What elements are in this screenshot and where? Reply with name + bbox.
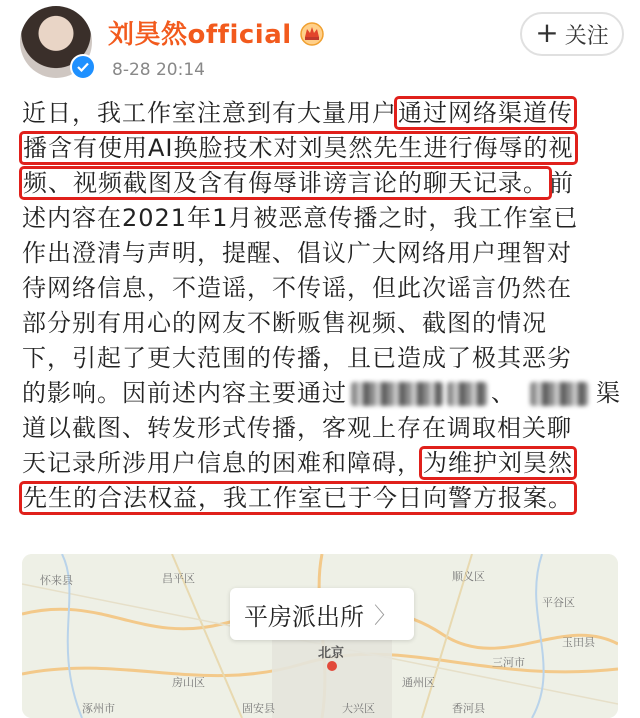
post-line: 述内容在2021年1月被恶意传播之时，我工作室已 (22, 204, 579, 232)
avatar[interactable] (20, 6, 92, 78)
post-line: 下，引起了更大范围的传播，且已造成了极其恶劣 (22, 344, 572, 372)
highlighted-text: 频、视频截图及含有侮辱诽谤言论的聊天记录。 (23, 169, 548, 197)
map-label: 大兴区 (342, 702, 375, 715)
map-label: 房山区 (172, 676, 205, 689)
post-line: 频、视频截图及含有侮辱诽谤言论的聊天记录。前 (23, 169, 574, 197)
highlighted-text: 先生的合法权益，我工作室已于今日向警方报案。 (23, 484, 573, 512)
highlighted-text: 通过网络渠道传 (398, 99, 573, 127)
post-line (22, 131, 622, 166)
highlighted-text: 为维护刘昊然 (423, 449, 573, 477)
plus-icon: + (535, 16, 559, 49)
follow-label: 关注 (564, 23, 609, 49)
map-label: 玉田县 (562, 636, 595, 649)
censored-blur (447, 382, 487, 406)
post-datetime: 8-28 20:14 (112, 60, 205, 80)
username-text: 刘昊然official (108, 20, 292, 50)
map-label: 平谷区 (542, 596, 575, 609)
location-map-card[interactable] (22, 554, 618, 718)
censored-blur (351, 382, 443, 406)
map-city-center: 北京 (318, 646, 345, 661)
post-line: 的影响。因前述内容主要通过 、 渠 (22, 379, 621, 407)
highlighted-text: 播含有使用AI换脸技术对刘昊然先生进行侮辱的视 (23, 134, 574, 162)
map-label: 顺义区 (452, 570, 485, 583)
map-label: 通州区 (402, 676, 435, 689)
map-label: 三河市 (492, 656, 525, 669)
post-body (22, 96, 622, 516)
location-name: 平房派出所 (244, 602, 364, 631)
post-line: 天记录所涉用户信息的困难和障碍，为维护刘昊然 (22, 449, 573, 477)
map-label: 昌平区 (162, 572, 195, 585)
map-label: 香河县 (452, 702, 485, 715)
post-header (0, 0, 640, 92)
map-label: 怀来县 (40, 574, 73, 587)
username[interactable] (108, 14, 326, 51)
post-line: 近日，我工作室注意到有大量用户通过网络渠道传 (22, 99, 573, 127)
follow-button[interactable] (520, 12, 624, 56)
verified-badge-icon (70, 54, 96, 80)
post-line (22, 481, 622, 516)
post-line: 作出澄清与声明，提醒、倡议广大网络用户理智对 (22, 239, 572, 267)
map-label: 固安县 (242, 702, 275, 715)
location-chip[interactable] (230, 588, 414, 640)
censored-blur (530, 382, 588, 406)
map-label: 涿州市 (82, 702, 115, 715)
chevron-right-icon: 〉 (374, 603, 397, 629)
post-line: 道以截图、转发形式传播，客观上存在调取相关聊 (22, 414, 572, 442)
post-line: 部分别有用心的网友不断贩售视频、截图的情况 (22, 309, 547, 337)
post-line: 待网络信息，不造谣，不传谣，但此次谣言仍然在 (22, 274, 572, 302)
crown-badge-icon (298, 20, 326, 46)
